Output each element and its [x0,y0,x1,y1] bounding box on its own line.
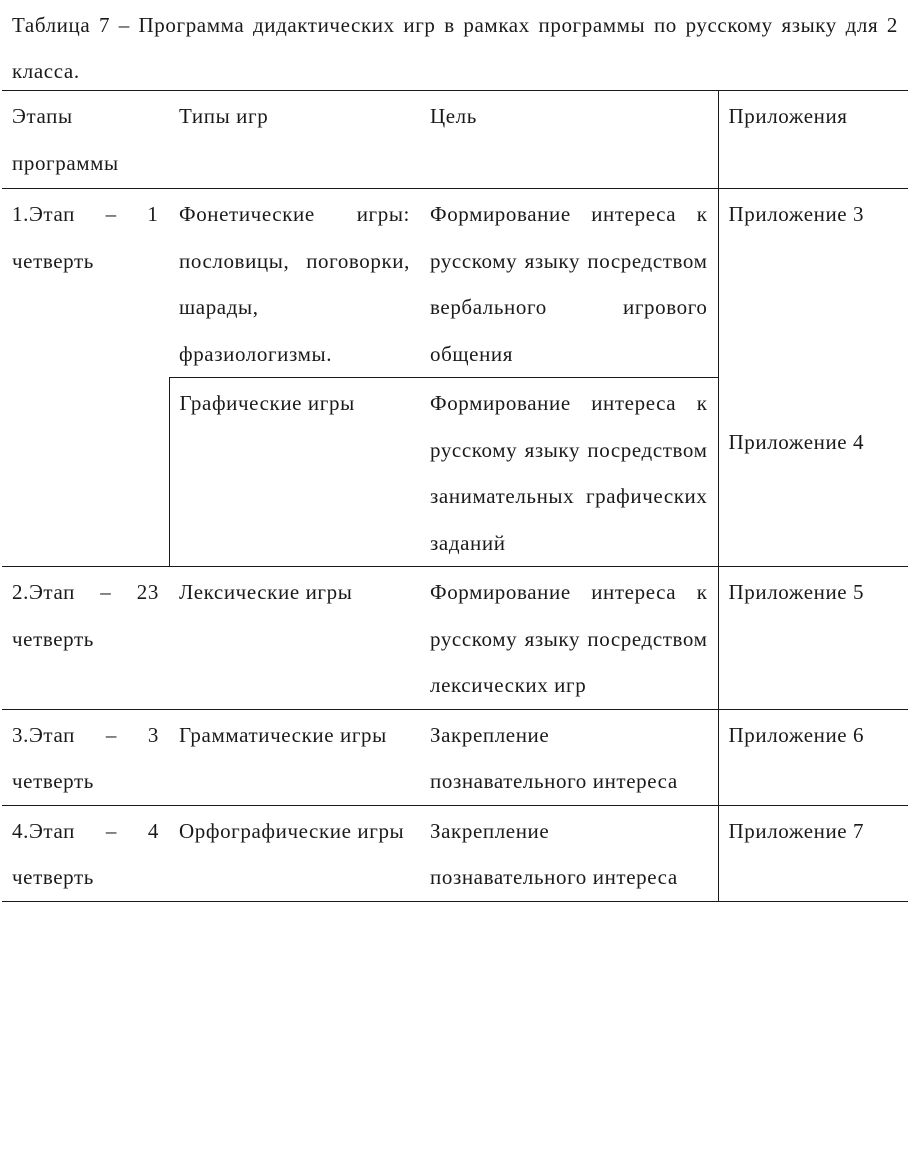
stage-text: 2.Этап – 23 четверть [12,580,159,651]
game-type-cell [169,567,420,710]
header-stages [2,91,169,189]
header-game-types [169,91,420,189]
goal-text: Закрепление познавательного интереса [430,722,678,793]
header-appendix-text: Приложения [728,104,848,128]
game-type-text: Фонетические игры: пословицы, поговорки, шарады, фразиологизмы. [179,202,410,366]
table-caption: Таблица 7 – Программа дидактических игр в рамках программы по русскому языку для 2 класса. [12,13,898,83]
goal-text: Формирование интереса к русскому языку посредством вербального игрового общения [430,202,708,366]
stage-text: 3.Этап – 3 четверть [12,722,159,793]
stage-cell [2,709,169,805]
appendix-text: Приложение 6 [728,722,865,747]
game-type-text: Грамматические игры [179,722,387,747]
stage-cell [2,805,169,901]
game-type-cell [169,189,420,378]
goal-text: Формирование интереса к русскому языку посредством занимательных графических заданий [430,391,708,555]
appendix-cell [718,709,908,805]
stage-cell [2,567,169,710]
table-row [2,189,908,378]
appendix-text: Приложение 4 [728,430,865,454]
header-goal-text: Цель [430,104,477,128]
goal-cell [420,805,718,901]
game-type-text: Орфографические игры [179,818,405,843]
header-appendix [718,91,908,189]
goal-cell [420,378,718,567]
header-stages-text: Этапы программы [12,104,119,175]
didactic-games-table [2,90,908,902]
appendix-text: Приложение 7 [728,818,865,843]
appendix-cell [718,805,908,901]
game-type-cell [169,709,420,805]
table-row [2,805,908,901]
table-row [2,709,908,805]
appendix-text: Приложение 3 [728,202,865,226]
goal-text: Закрепление познавательного интереса [430,818,678,889]
stage-text: 4.Этап – 4 четверть [12,818,159,889]
table-row [2,567,908,710]
stage-text: 1.Этап – 1 четверть [12,202,159,273]
game-type-text: Лексические игры [179,580,353,604]
goal-text: Формирование интереса к русскому языку посредством лексических игр [430,580,708,697]
goal-cell [420,189,718,378]
game-type-text: Графические игры [179,391,355,415]
appendix-cell [718,567,908,710]
appendix-text: Приложение 5 [728,580,865,604]
stage-cell [2,189,169,567]
header-goal [420,91,718,189]
header-game-types-text: Типы игр [179,104,269,128]
game-type-cell [169,378,420,567]
game-type-cell [169,805,420,901]
goal-cell [420,709,718,805]
appendix-cell [718,189,908,567]
table-header-row [2,91,908,189]
goal-cell [420,567,718,710]
